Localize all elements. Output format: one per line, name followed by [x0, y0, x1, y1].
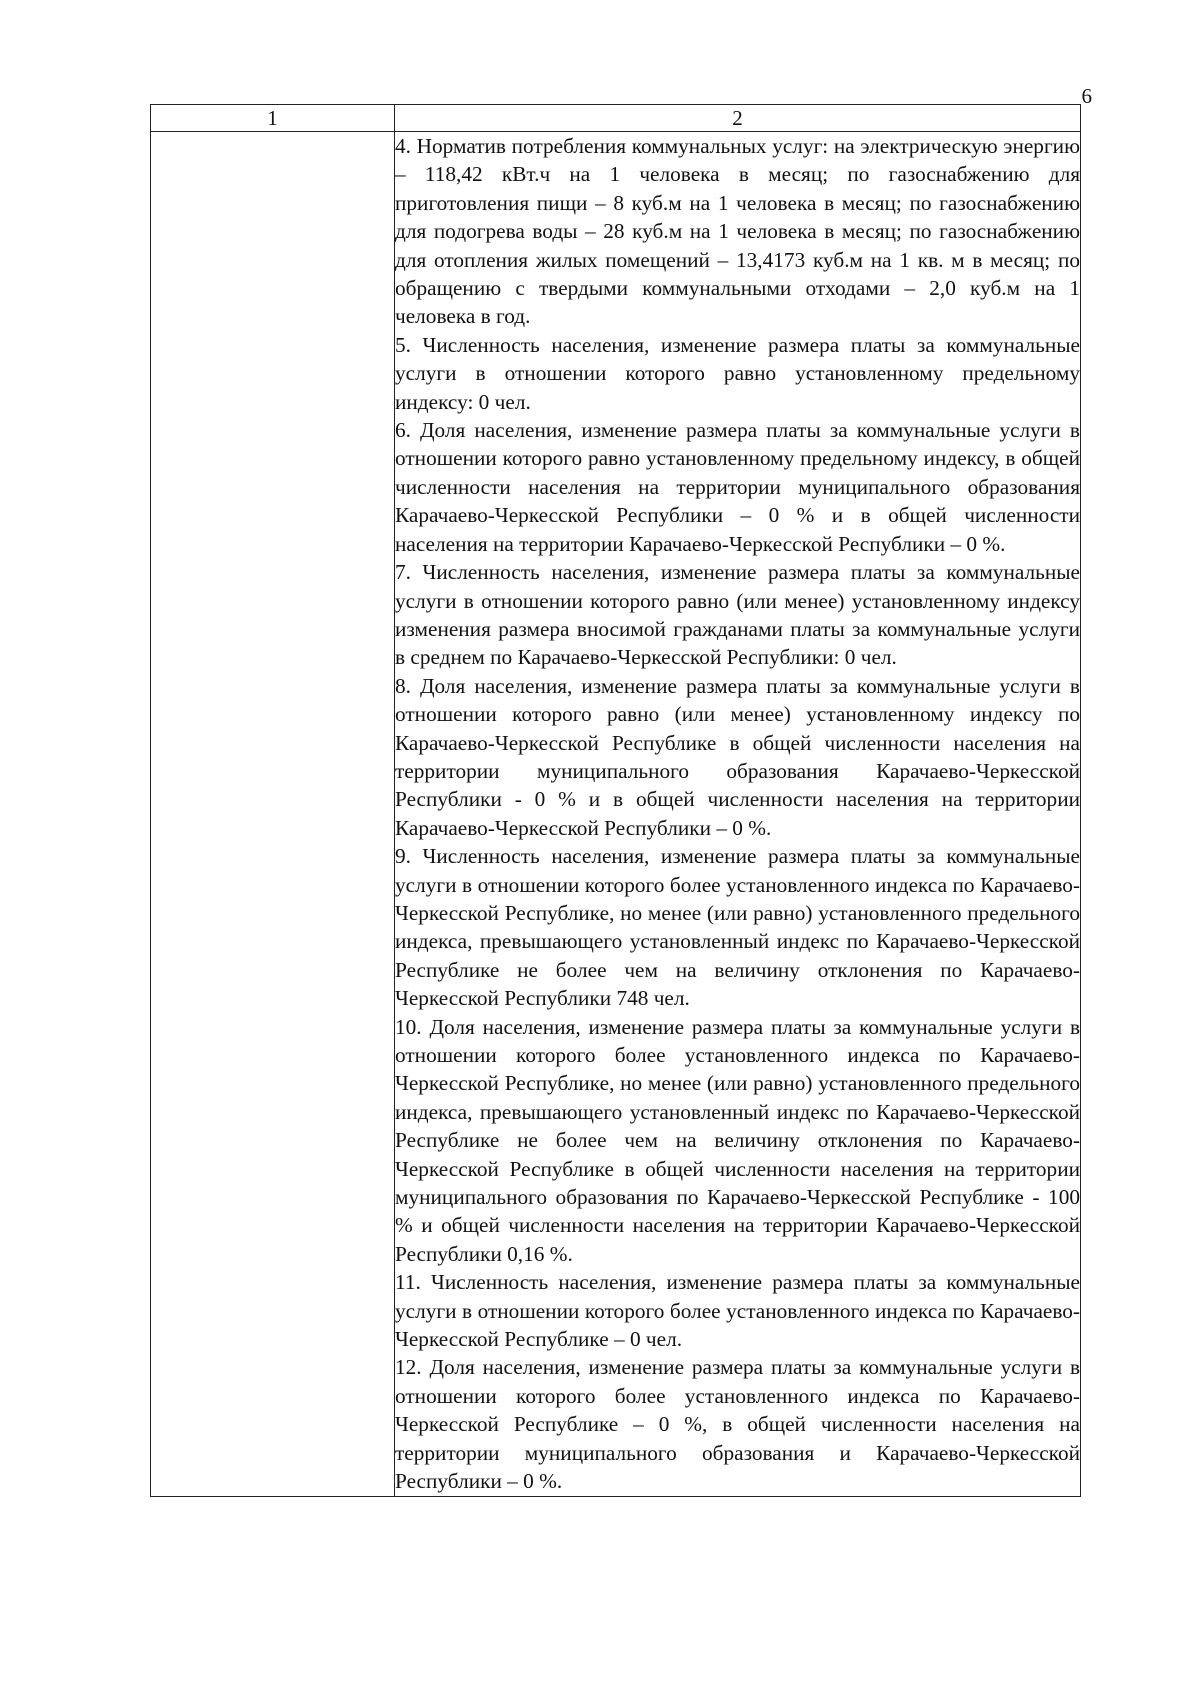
paragraph-item-9: 9. Численность населения, изменение размера платы за коммунальные услуги в отношении которого более установленного индекса по Карачаево-Черкесской Республике, но менее (или равно) установленного предельного индекса, превышающего установленный индекс по Карачаево-Черкесской Республике не более чем на величину отклонения по Карачаево-Черкесской Республики 748 чел. [395, 844, 1080, 1011]
paragraph-item-11: 11. Численность населения, изменение размера платы за коммунальные услуги в отношении которого более установленного индекса по Карачаево-Черкесской Республике – 0 чел. [395, 1270, 1080, 1352]
paragraph-item-12: 12. Доля населения, изменение размера платы за коммунальные услуги в отношении которого более установленного индекса по Карачаево-Черкесской Республике – 0 %, в общей численности населения на территории муниципального образования и Карачаево-Черкесской Республики – 0 %. [395, 1355, 1080, 1494]
table-header-row [151, 105, 1081, 132]
paragraph-item-6: 6. Доля населения, изменение размера платы за коммунальные услуги в отношении которого равно установленному предельному индексу, в общей численности населения на территории муниципального образования Карачаево-Черкесской Республики – 0 % и в общей численности населения на территории Карачаево-Черкесской Республики – 0 %. [395, 418, 1080, 556]
paragraph-item-10: 10. Доля населения, изменение размера платы за коммунальные услуги в отношении которого более установленного индекса по Карачаево-Черкесской Республике, но менее (или равно) установленного предельного индекса, превышающего установленный индекс по Карачаево-Черкесской Республике не более чем на величину отклонения по Карачаево-Черкесской Республике в общей численности населения на территории муниципального образования по Карачаево-Черкесской Республике - 100 % и общей численности населения на территории Карачаево-Черкесской Республики 0,16 %. [395, 1014, 1080, 1266]
table-row [151, 132, 1081, 1497]
paragraph-item-7: 7. Численность населения, изменение размера платы за коммунальные услуги в отношении которого равно (или менее) установленному индексу изменения размера вносимой гражданами платы за коммунальные услуги в среднем по Карачаево-Черкесской Республики: 0 чел. [395, 560, 1080, 670]
paragraph-item-4: 4. Норматив потребления коммунальных услуг: на электрическую энергию – 118,42 кВт.ч на 1 человека в месяц; по газоснабжению для приготовления пищи – 8 куб.м на 1 человека в месяц; по газоснабжению для подогрева воды – 28 куб.м на 1 человека в месяц; по газоснабжению для отопления жилых помещений – 13,4173 куб.м на 1 кв. м в месяц; по обращению с твердыми коммунальными отходами – 2,0 куб.м на 1 человека в год. [395, 134, 1080, 329]
paragraph-item-5: 5. Численность населения, изменение размера платы за коммунальные услуги в отношении которого равно установленному предельному индексу: 0 чел. [395, 332, 1080, 414]
column-header-1: 1 [151, 105, 395, 132]
page-number: 6 [1081, 84, 1092, 108]
table-cell-col2 [395, 132, 1081, 1497]
column-header-2: 2 [395, 105, 1081, 132]
table-cell-col1 [151, 132, 395, 1497]
paragraph-item-8: 8. Доля населения, изменение размера платы за коммунальные услуги в отношении которого равно (или менее) установленному индексу по Карачаево-Черкесской Республике в общей численности населения на территории муниципального образования Карачаево-Черкесской Республики - 0 % и в общей численности населения на территории Карачаево-Черкесской Республики – 0 %. [395, 673, 1080, 840]
document-table [150, 104, 1081, 1497]
